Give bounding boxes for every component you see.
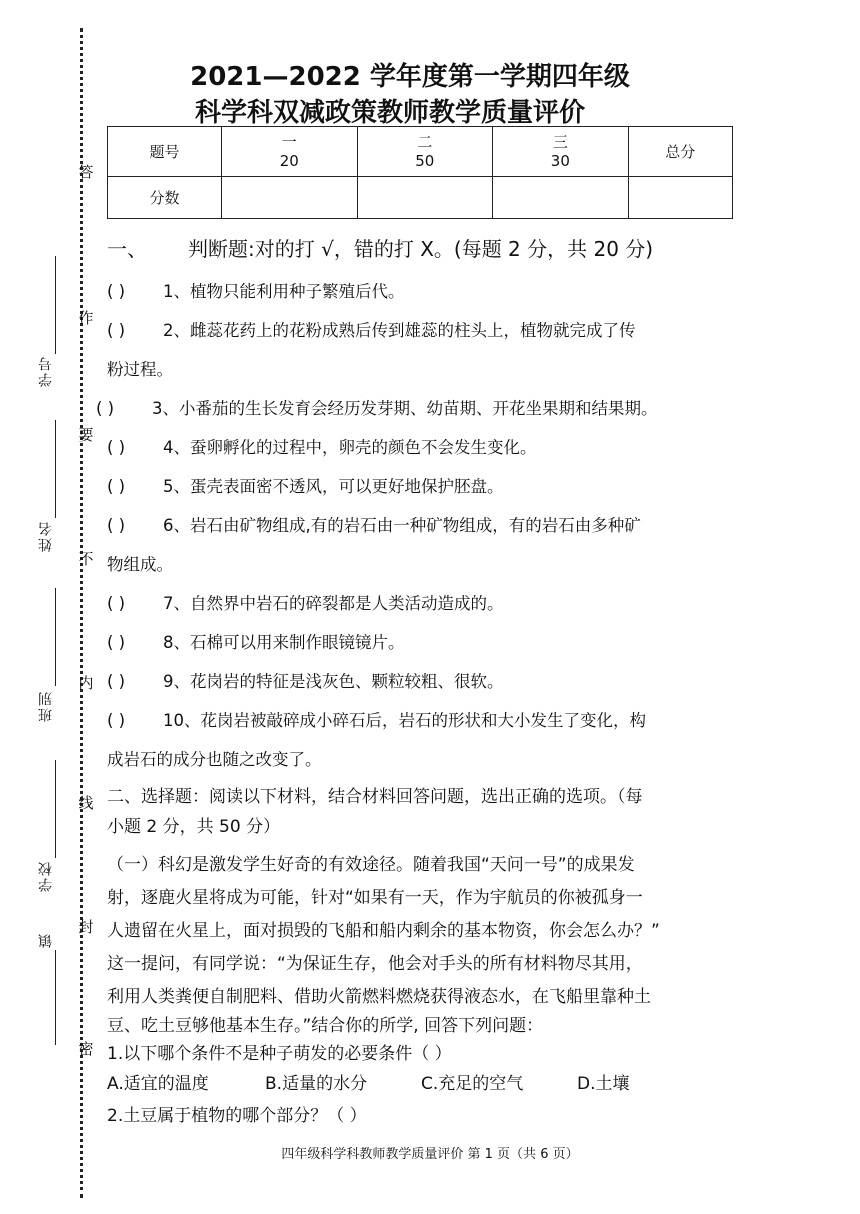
question-text: 10、花岗岩被敲碎成小碎石后，岩石的形状和大小发生了变化，构 <box>163 711 646 730</box>
answer-blank[interactable]: ( ) <box>107 594 126 613</box>
header-cell-part3 <box>493 127 629 177</box>
student-id-line[interactable] <box>55 256 56 354</box>
binding-char: 密 <box>78 1040 94 1058</box>
passage-line: 射，逐鹿火星将成为可能，针对“如果有一天，作为宇航员的你被孤身一 <box>107 888 643 908</box>
question-text: 1、植物只能利用种子繁殖后代。 <box>163 282 405 301</box>
part3-label: 三 <box>552 132 568 151</box>
part2-points: 50 <box>415 151 435 170</box>
binding-char: 作 <box>78 309 94 327</box>
question-text: 6、岩石由矿物组成,有的岩石由一种矿物组成，有的岩石由多种矿 <box>163 516 641 535</box>
part1-label: 一 <box>281 132 297 151</box>
tf-question-continuation: 成岩石的成分也随之改变了。 <box>107 750 322 769</box>
class-line[interactable] <box>55 588 56 686</box>
student-id-label: 学号 <box>38 355 54 387</box>
answer-blank[interactable]: ( ) <box>107 633 126 652</box>
question-text: 4、蚕卵孵化的过程中，卵壳的颜色不会发生变化。 <box>163 438 537 457</box>
score-cell-total[interactable] <box>628 177 732 219</box>
binding-char: 内 <box>78 674 94 692</box>
binding-char: 不 <box>78 550 94 568</box>
school-label: 学校 <box>38 860 54 892</box>
school-line[interactable] <box>55 760 56 858</box>
score-table-score-row <box>108 177 733 219</box>
answer-blank[interactable]: ( ) <box>107 516 126 535</box>
score-row-label: 分数 <box>108 177 222 219</box>
tf-question <box>107 438 537 458</box>
part3-points: 30 <box>550 151 570 170</box>
binding-char: 要 <box>78 426 94 444</box>
class-label: 班别 <box>38 690 54 722</box>
answer-blank[interactable]: ( ) <box>107 438 126 457</box>
header-cell-part1 <box>222 127 358 177</box>
binding-char: 答 <box>78 163 94 181</box>
score-table-header-row <box>108 127 733 177</box>
mc-options-1 <box>107 1074 630 1094</box>
answer-blank[interactable]: ( ) <box>96 399 115 418</box>
binding-char: 线 <box>78 794 94 812</box>
passage-line: 豆、吃土豆够他基本生存。”结合你的所学, 回答下列问题： <box>107 1016 544 1036</box>
question-text: 2、雌蕊花药上的花粉成熟后传到雄蕊的柱头上，植物就完成了传 <box>163 321 636 340</box>
answer-blank[interactable]: ( ) <box>107 672 126 691</box>
name-label: 姓名 <box>38 520 54 552</box>
passage-line: 这一提问，有同学说：“为保证生存，他会对手头的所有材料物尽其用， <box>107 954 643 974</box>
passage-line: 人遗留在火星上，面对损毁的飞船和船内剩余的基本物资，你会怎么办？” <box>107 921 660 941</box>
part1-points: 20 <box>279 151 299 170</box>
answer-blank[interactable]: ( ) <box>107 477 126 496</box>
tf-question <box>107 672 504 692</box>
option-c[interactable]: C.充足的空气 <box>421 1074 524 1094</box>
answer-blank[interactable]: ( ) <box>107 282 126 301</box>
section2-heading-line2: 小题 2 分，共 50 分） <box>107 817 281 837</box>
tf-question <box>96 399 658 419</box>
tf-question <box>107 282 405 302</box>
score-table <box>107 126 733 219</box>
page-title-line1: 2021—2022 学年度第一学期四年级 <box>190 62 630 92</box>
binding-dotted-line <box>80 28 83 1198</box>
tf-question <box>107 633 405 653</box>
part2-label: 二 <box>417 132 433 151</box>
section1-heading: 判断题:对的打 √，错的打 X。(每题 2 分，共 20 分) <box>188 237 654 261</box>
header-cell-question-no: 题号 <box>108 127 222 177</box>
town-line[interactable] <box>55 950 56 1045</box>
option-b[interactable]: B.适量的水分 <box>265 1074 368 1094</box>
tf-question <box>107 516 641 536</box>
page-footer: 四年级科学科教师教学质量评价 第 1 页（共 6 页） <box>281 1147 579 1162</box>
name-line[interactable] <box>55 420 56 518</box>
score-cell-part2[interactable] <box>357 177 493 219</box>
header-cell-part2 <box>357 127 493 177</box>
tf-question <box>107 321 636 341</box>
passage-line: 利用人类粪便自制肥料、借助火箭燃料燃烧获得液态水，在飞船里靠种土 <box>107 987 651 1007</box>
score-cell-part1[interactable] <box>222 177 358 219</box>
question-text: 7、自然界中岩石的碎裂都是人类活动造成的。 <box>163 594 504 613</box>
mc-question-1: 1.以下哪个条件不是种子萌发的必要条件（ ） <box>107 1044 452 1064</box>
question-text: 5、蛋壳表面密不透风，可以更好地保护胚盘。 <box>163 477 504 496</box>
option-a[interactable]: A.适宜的温度 <box>107 1074 209 1094</box>
option-d[interactable]: D.土壤 <box>577 1074 630 1094</box>
passage-line: （一）科幻是激发学生好奇的有效途径。随着我国“天问一号”的成果发 <box>107 855 635 875</box>
score-cell-part3[interactable] <box>493 177 629 219</box>
tf-question <box>107 477 504 497</box>
answer-blank[interactable]: ( ) <box>107 711 126 730</box>
tf-question <box>107 594 504 614</box>
mc-question-2: 2.土豆属于植物的哪个部分？（ ） <box>107 1106 367 1126</box>
header-cell-total: 总分 <box>628 127 732 177</box>
town-label: 镇 <box>38 932 54 948</box>
question-text: 8、石棉可以用来制作眼镜镜片。 <box>163 633 405 652</box>
tf-question-continuation: 物组成。 <box>107 555 173 574</box>
tf-question-continuation: 粉过程。 <box>107 360 173 379</box>
binding-char: 封 <box>78 918 94 936</box>
section1-number: 一、 <box>107 237 147 261</box>
answer-blank[interactable]: ( ) <box>107 321 126 340</box>
section2-heading-line1: 二、选择题：阅读以下材料，结合材料回答问题，选出正确的选项。（每 <box>107 787 643 807</box>
page-title-line2: 科学科双减政策教师教学质量评价 <box>194 98 585 128</box>
question-text: 3、小番茄的生长发育会经历发芽期、幼苗期、开花坐果期和结果期。 <box>152 399 658 418</box>
question-text: 9、花岗岩的特征是浅灰色、颗粒较粗、很软。 <box>163 672 504 691</box>
tf-question <box>107 711 646 731</box>
